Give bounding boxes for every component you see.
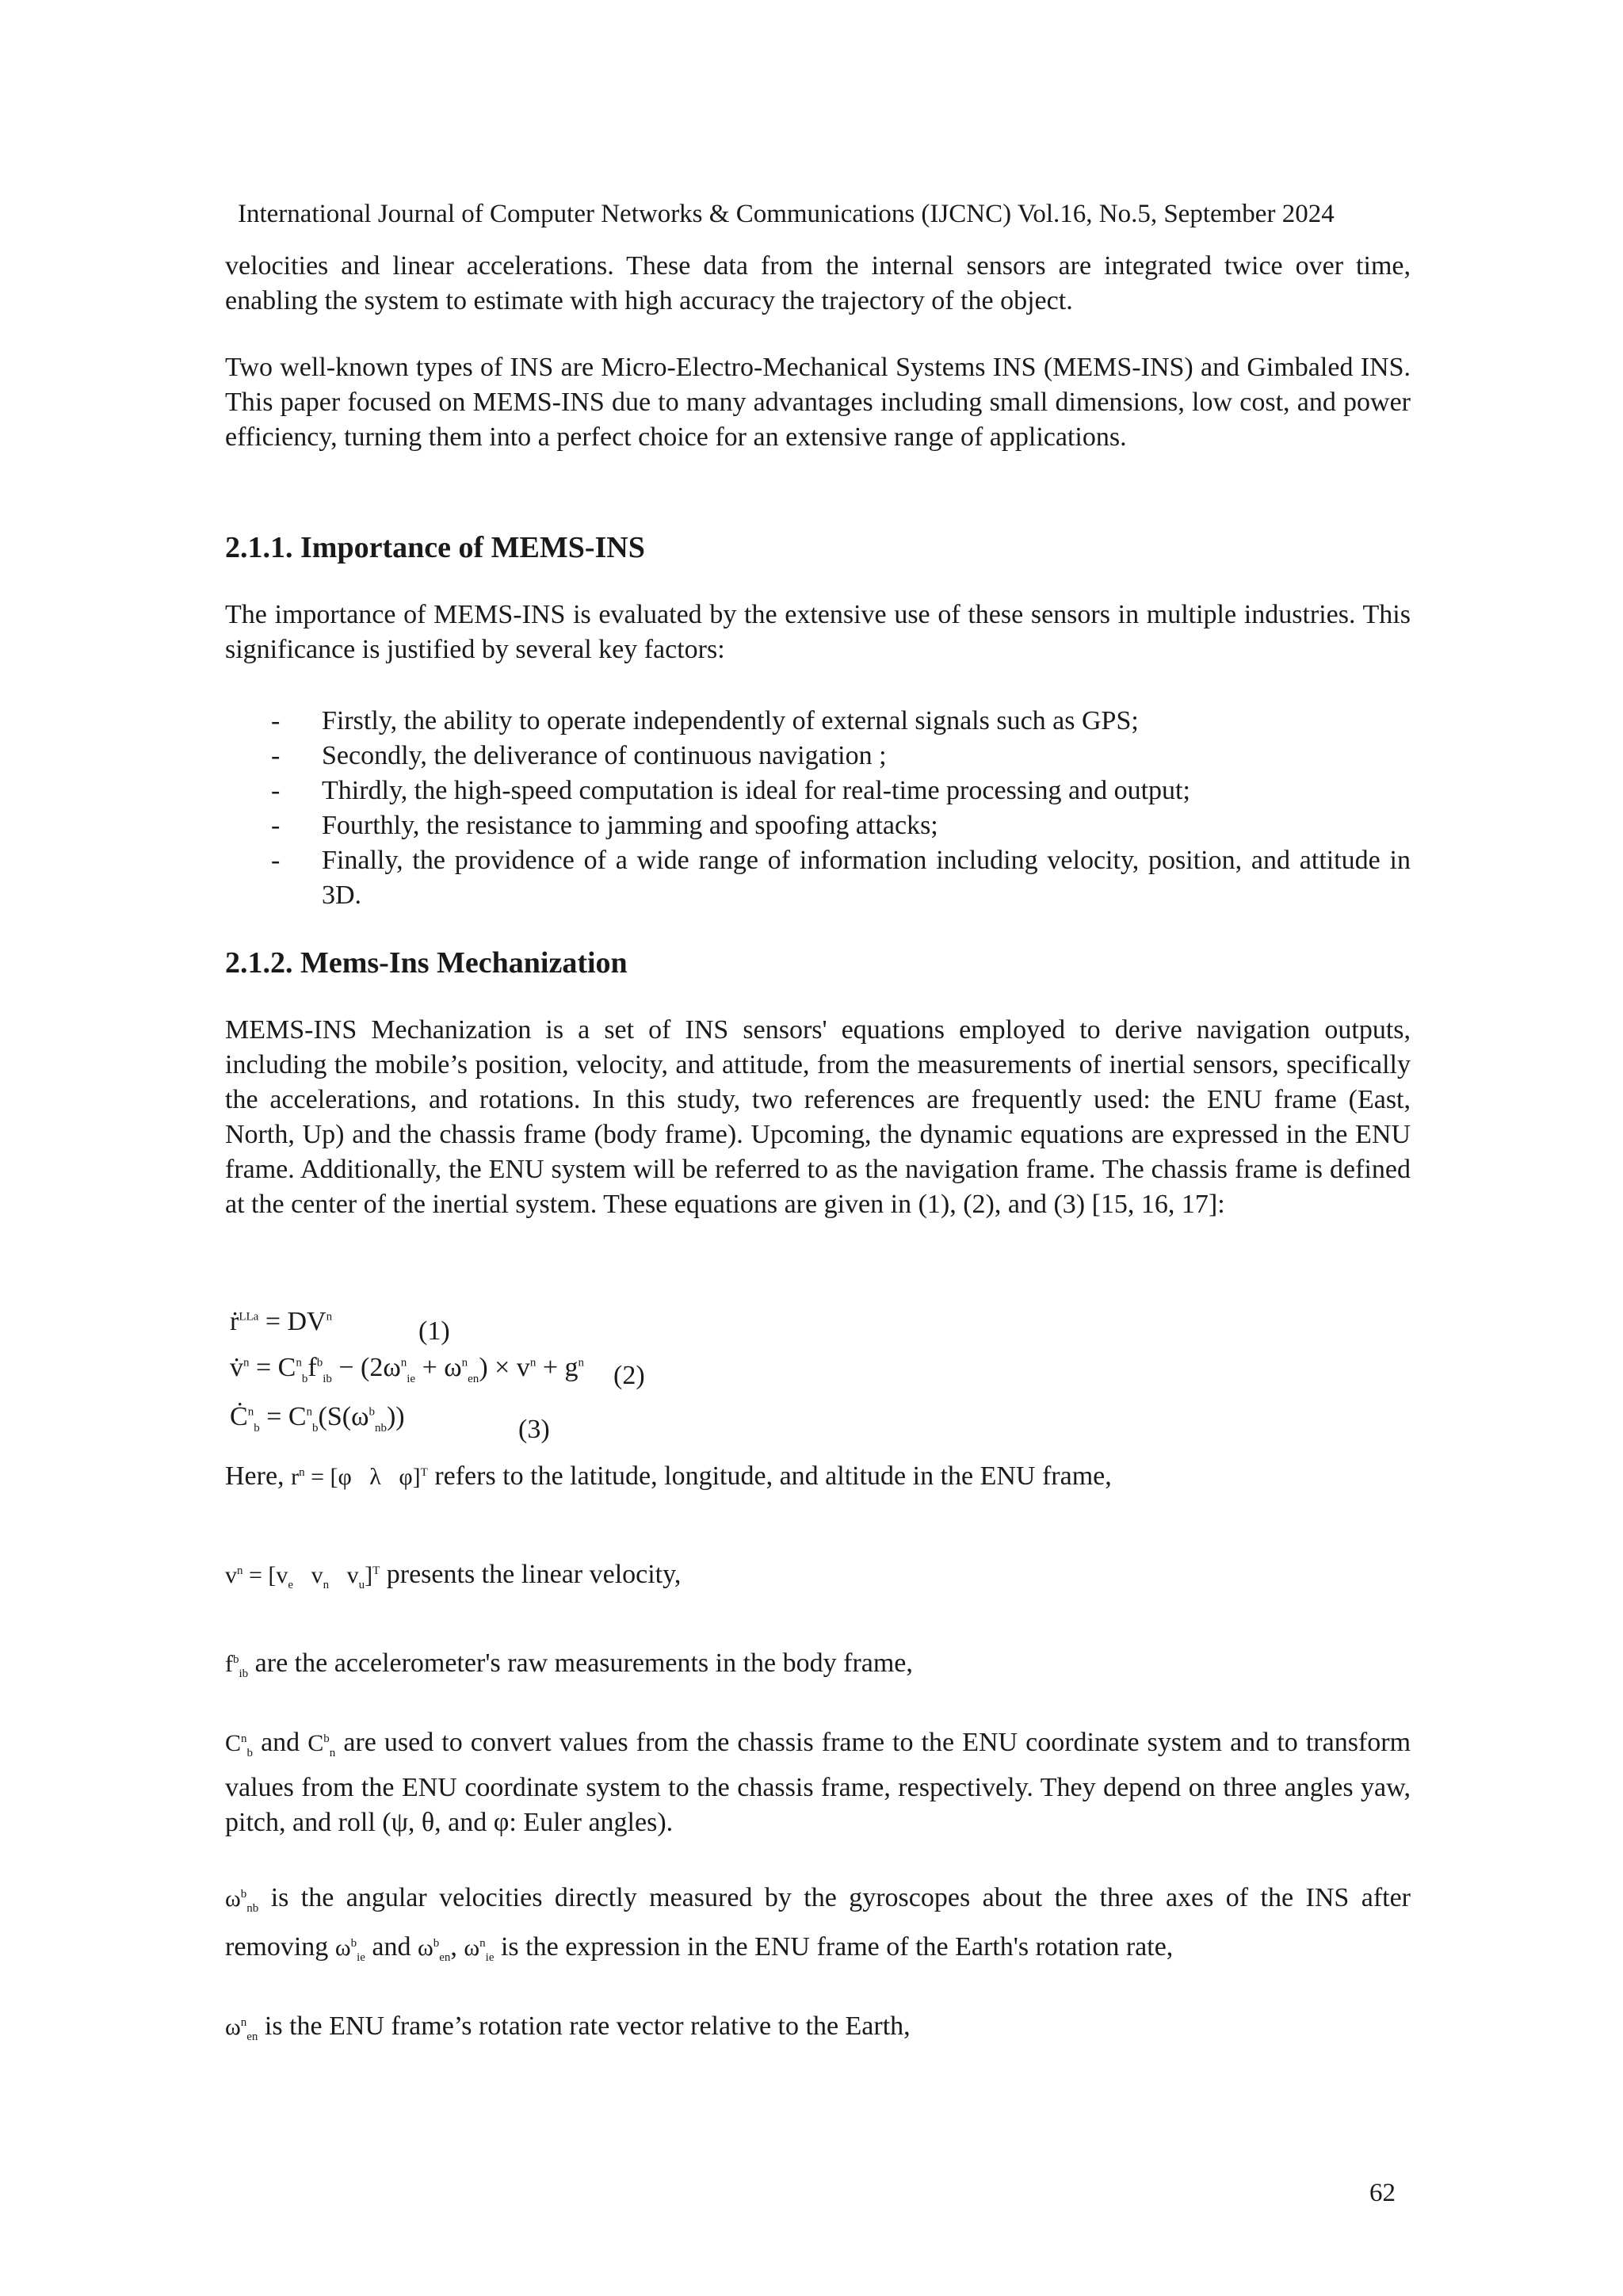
definition-rotation-matrices: $C^n_b$ and $C^b_n$ are used to convert values from the chassis frame to the ENU coordinate system and to transform values from the ENU coordinate system to the chassis frame, respectively. They depend on three angles yaw, pitch, and roll (ψ, θ, and φ: Euler angles). xyxy=(225,1728,1411,1837)
definition-enu-rotation-rate: $\omega^n_{en}$ is the ENU frame’s rotation rate vector relative to the Earth, xyxy=(225,2011,911,2043)
section-heading-mechanization: 2.1.2. Mems-Ins Mechanization xyxy=(225,946,628,980)
definition-position: Here, $r^n = [\varphi$ λ φ]$^T$ refers to the latitude, longitude, and altitude in the ENU frame, xyxy=(225,1461,1112,1491)
paragraph-mechanization: MEMS-INS Mechanization is a set of INS sensors' equations employed to derive navigation outputs, including the mobile’s position, velocity, and attitude, from the measurements of inertial sensors, specifically the accelerations, and rotations. In this study, two references are frequently used: the ENU frame (East, North, Up) and the chassis frame (body frame). Upcoming, the dynamic equations are expressed in the ENU frame. Additionally, the ENU system will be referred to as the navigation frame. The chassis frame is defined at the center of the inertial system. These equations are given in (1), (2), and (3) [15, 16, 17]: xyxy=(225,1015,1411,1219)
list-item: - Finally, the providence of a wide range of information including velocity, position, and attitude in 3D. xyxy=(225,843,1411,913)
bullet-marker: - xyxy=(271,741,281,770)
definition-velocity: $v^n = [v_e$ $v_n$ $v_u]^T$ presents the linear velocity, xyxy=(225,1560,682,1591)
equation-2: v̇$^n$ = $C^n_bf^b_{ib} - (2\omega^n_{ie} + \omega^n_{en}) \times v^n + g^n$ xyxy=(230,1353,584,1386)
section-heading-importance: 2.1.1. Importance of MEMS-INS xyxy=(225,531,645,564)
key-factors-list xyxy=(225,704,1411,913)
definition-angular-velocity: $\omega^b_{nb}$ is the angular velocities directly measured by the gyroscopes about the three axes of the INS after removing $\omega^b_{ie}$ and $\omega^b_{en}$, $\omega^n_{ie}$ is the expression in the ENU frame of the Earth's rotation rate, xyxy=(225,1883,1411,1964)
list-item: - Thirdly, the high-speed computation is ideal for real-time processing and output; xyxy=(225,774,1411,808)
paragraph-intro: velocities and linear accelerations. These data from the internal sensors are integrated twice over time, enabling the system to estimate with high accuracy the trajectory of the object. xyxy=(225,251,1411,315)
paragraph-ins-types: Two well-known types of INS are Micro-Electro-Mechanical Systems INS (MEMS-INS) and Gimbaled INS. This paper focused on MEMS-INS due to many advantages including small dimensions, low cost, and power efficiency, turning them into a perfect choice for an extensive range of applications. xyxy=(225,353,1411,452)
bullet-marker: - xyxy=(271,706,281,735)
equation-1: ṙ$^{LLa}$ = $DV^n$ xyxy=(230,1307,333,1337)
equation-2-number: (2) xyxy=(613,1361,645,1390)
bullet-marker: - xyxy=(271,776,281,805)
list-item: - Firstly, the ability to operate independently of external signals such as GPS; xyxy=(225,704,1411,739)
bullet-marker: - xyxy=(271,846,281,875)
journal-header: International Journal of Computer Networks & Communications (IJCNC) Vol.16, No.5, September 2024 xyxy=(238,200,1335,228)
equation-3: $Ċ^n_b = C^n_b(S(\omega^b_{nb}))$ xyxy=(230,1402,405,1435)
bullet-marker: - xyxy=(271,811,281,840)
equation-1-number: (1) xyxy=(418,1316,450,1346)
paragraph-importance: The importance of MEMS-INS is evaluated by the extensive use of these sensors in multiple industries. This significance is justified by several key factors: xyxy=(225,600,1411,664)
definition-accelerometer: $f^b_{ib}$ are the accelerometer's raw measurements in the body frame, xyxy=(225,1648,913,1680)
list-item: - Fourthly, the resistance to jamming and spoofing attacks; xyxy=(225,808,1411,843)
page-number: 62 xyxy=(1369,2179,1396,2207)
equation-3-number: (3) xyxy=(518,1415,550,1444)
list-item: - Secondly, the deliverance of continuous navigation ; xyxy=(225,739,1411,774)
